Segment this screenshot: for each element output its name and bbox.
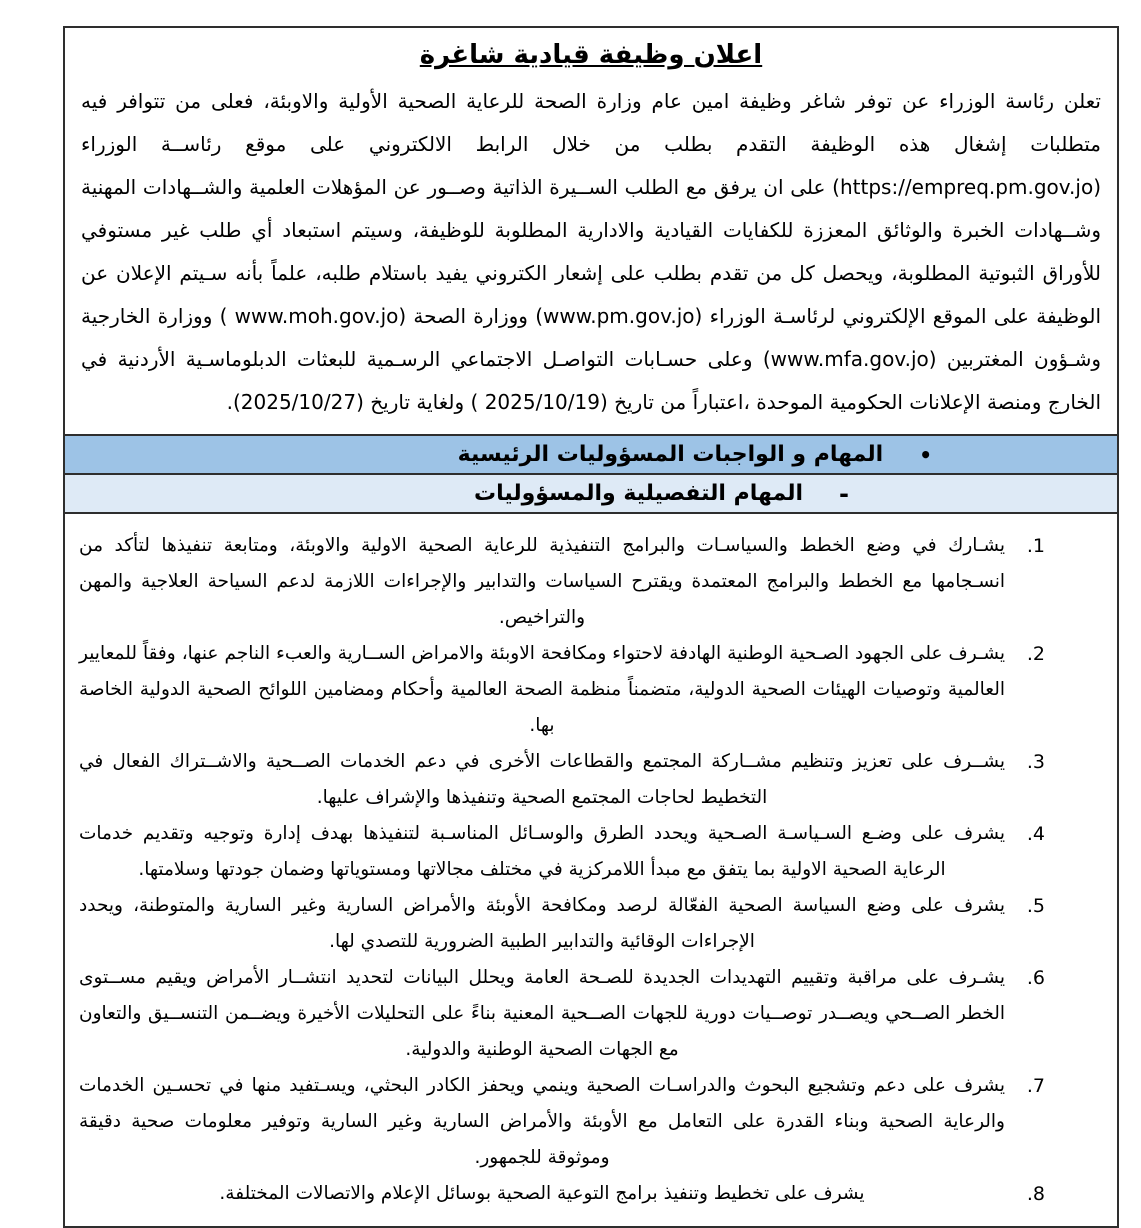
duty-text: يشرف على وضع السياسة الصحية الفعّالة لرصد ومكافحة الأوبئة والأمراض السارية وغير السارية والمتوطنة، ويحدد الإجراءات الوقائية والتدابير الطبية الضرورية للتصدي لها. xyxy=(79,895,1005,952)
duty-text: يشــرف على تعزيز وتنظيم مشــاركة المجتمع والقطاعات الأخرى في دعم الخدمات الصــحية والاشــتراك الفعال في التخطيط لحاجات المجتمع الصحية وتنفيذها والإشراف عليها. xyxy=(79,751,1005,808)
dash-icon: - xyxy=(839,479,849,508)
duty-number: 4. xyxy=(1026,823,1045,845)
announcement-document xyxy=(63,26,1119,1228)
duty-item-7 xyxy=(65,1068,1117,1176)
duty-number: 2. xyxy=(1026,643,1045,665)
duty-item-8 xyxy=(65,1176,1117,1212)
duty-text: يشرف على دعم وتشجيع البحوث والدراسـات الصحية وينمي ويحفز الكادر البحثي، ويسـتفيد منها في تحسـين الخدمات والرعاية الصحية وبناء القدرة على التعامل مع الأوبئة والأمراض السارية وغير السارية وتوفير معلومات صحية دقيقة وموثوقة للجمهور. xyxy=(79,1075,1005,1168)
main-duties-heading-label: المهام و الواجبات المسؤوليات الرئيسية xyxy=(457,442,884,467)
duty-item-3 xyxy=(65,744,1117,816)
announcement-header-section xyxy=(63,26,1119,436)
duty-number: 8. xyxy=(1026,1183,1045,1205)
duty-text: يشـرف على الجهود الصـحية الوطنية الهادفة لاحتواء ومكافحة الاوبئة والامراض الســارية والعبء الناجم عنها، وفقاً للمعايير العالمية وتوصيات الهيئات الصحية الدولية، متضمناً منظمة الصحة العالمية وأحكام ومضامين اللوائح الصحية الدولية الخاصة بها. xyxy=(79,643,1005,736)
duty-item-4 xyxy=(65,816,1117,888)
main-duties-heading-bar xyxy=(63,434,1119,475)
duty-item-2 xyxy=(65,636,1117,744)
duty-item-5 xyxy=(65,888,1117,960)
duty-item-6 xyxy=(65,960,1117,1068)
duty-number: 3. xyxy=(1026,751,1045,773)
duty-text: يشـرف على مراقبة وتقييم التهديدات الجديدة للصـحة العامة ويحلل البيانات لتحديد انتشــار الأمراض ويقيم مســتوى الخطر الصــحي ويصــدر توصــيات دورية للجهات الصــحية المعنية بناءً على التحليلات الأخيرة ويضــمن التنســيق والتعاون مع الجهات الصحية الوطنية والدولية. xyxy=(79,967,1005,1060)
duty-text: يشرف على وضـع السـياسـة الصـحية ويحدد الطرق والوسـائل المناسـبة لتنفيذها بهدف إدارة وتوجيه وتقديم خدمات الرعاية الصحية الاولية بما يتفق مع مبدأ اللامركزية في مختلف مجالاتها ومستوياتها وضمان جودتها وسلامتها. xyxy=(79,823,1005,880)
duty-text: يشرف على تخطيط وتنفيذ برامج التوعية الصحية بوسائل الإعلام والاتصالات المختلفة. xyxy=(219,1183,865,1204)
duty-number: 1. xyxy=(1026,535,1045,557)
duty-number: 6. xyxy=(1026,967,1045,989)
detailed-duties-heading-label: المهام التفصيلية والمسؤوليات xyxy=(473,481,804,506)
detailed-duties-heading-bar xyxy=(63,473,1119,514)
bullet-icon: • xyxy=(919,442,932,467)
announcement-body-paragraph: تعلن رئاسة الوزراء عن توفر شاغر وظيفة امين عام وزارة الصحة للرعاية الصحية الأولية والاوبئة، فعلى من تتوافر فيه متطلبات إشغال هذه الوظيفة التقدم بطلب من خلال الرابط الالكتروني على موقع رئاســة الوزراء (https://empreq.pm.gov.jo) على ان يرفق مع الطلب الســيرة الذاتية وصــور عن المؤهلات العلمية والشــهادات المهنية وشــهادات الخبرة والوثائق المعززة للكفايات القيادية والادارية المطلوبة للوظيفة، وسيتم استبعاد أي طلب غير مستوفي للأوراق الثبوتية المطلوبة، ويحصل كل من تقدم بطلب على إشعار الكتروني يفيد باستلام طلبه، علماً بأنه سـيتم الإعلان عن الوظيفة على الموقع الإلكتروني لرئاسـة الوزراء (www.pm.gov.jo) ووزارة الصحة (www.moh.gov.jo ) ووزارة الخارجية وشـؤون المغتربين (www.mfa.gov.jo) وعلى حسـابات التواصـل الاجتماعي الرسـمية للبعثات الدبلوماسـية الأردنية في الخارج ومنصة الإعلانات الحكومية الموحدة ،اعتباراً من تاريخ (2025/10/19 ) ولغاية تاريخ (2025/10/27). xyxy=(81,89,1101,414)
duty-text: يشـارك في وضع الخطط والسياسـات والبرامج التنفيذية للرعاية الصحية الاولية والاوبئة، ومتابعة تنفيذها لتأكد من انسـجامها مع الخطط والبرامج المعتمدة ويقترح السياسات والتدابير والإجراءات اللازمة لدعم السياحة العلاجية والمهن والتراخيص. xyxy=(79,535,1005,628)
duty-item-1 xyxy=(65,528,1117,636)
duty-number: 7. xyxy=(1026,1075,1045,1097)
duties-list-section xyxy=(63,512,1119,1228)
duty-number: 5. xyxy=(1026,895,1045,917)
document-title: اعلان وظيفة قيادية شاغرة xyxy=(419,40,763,70)
